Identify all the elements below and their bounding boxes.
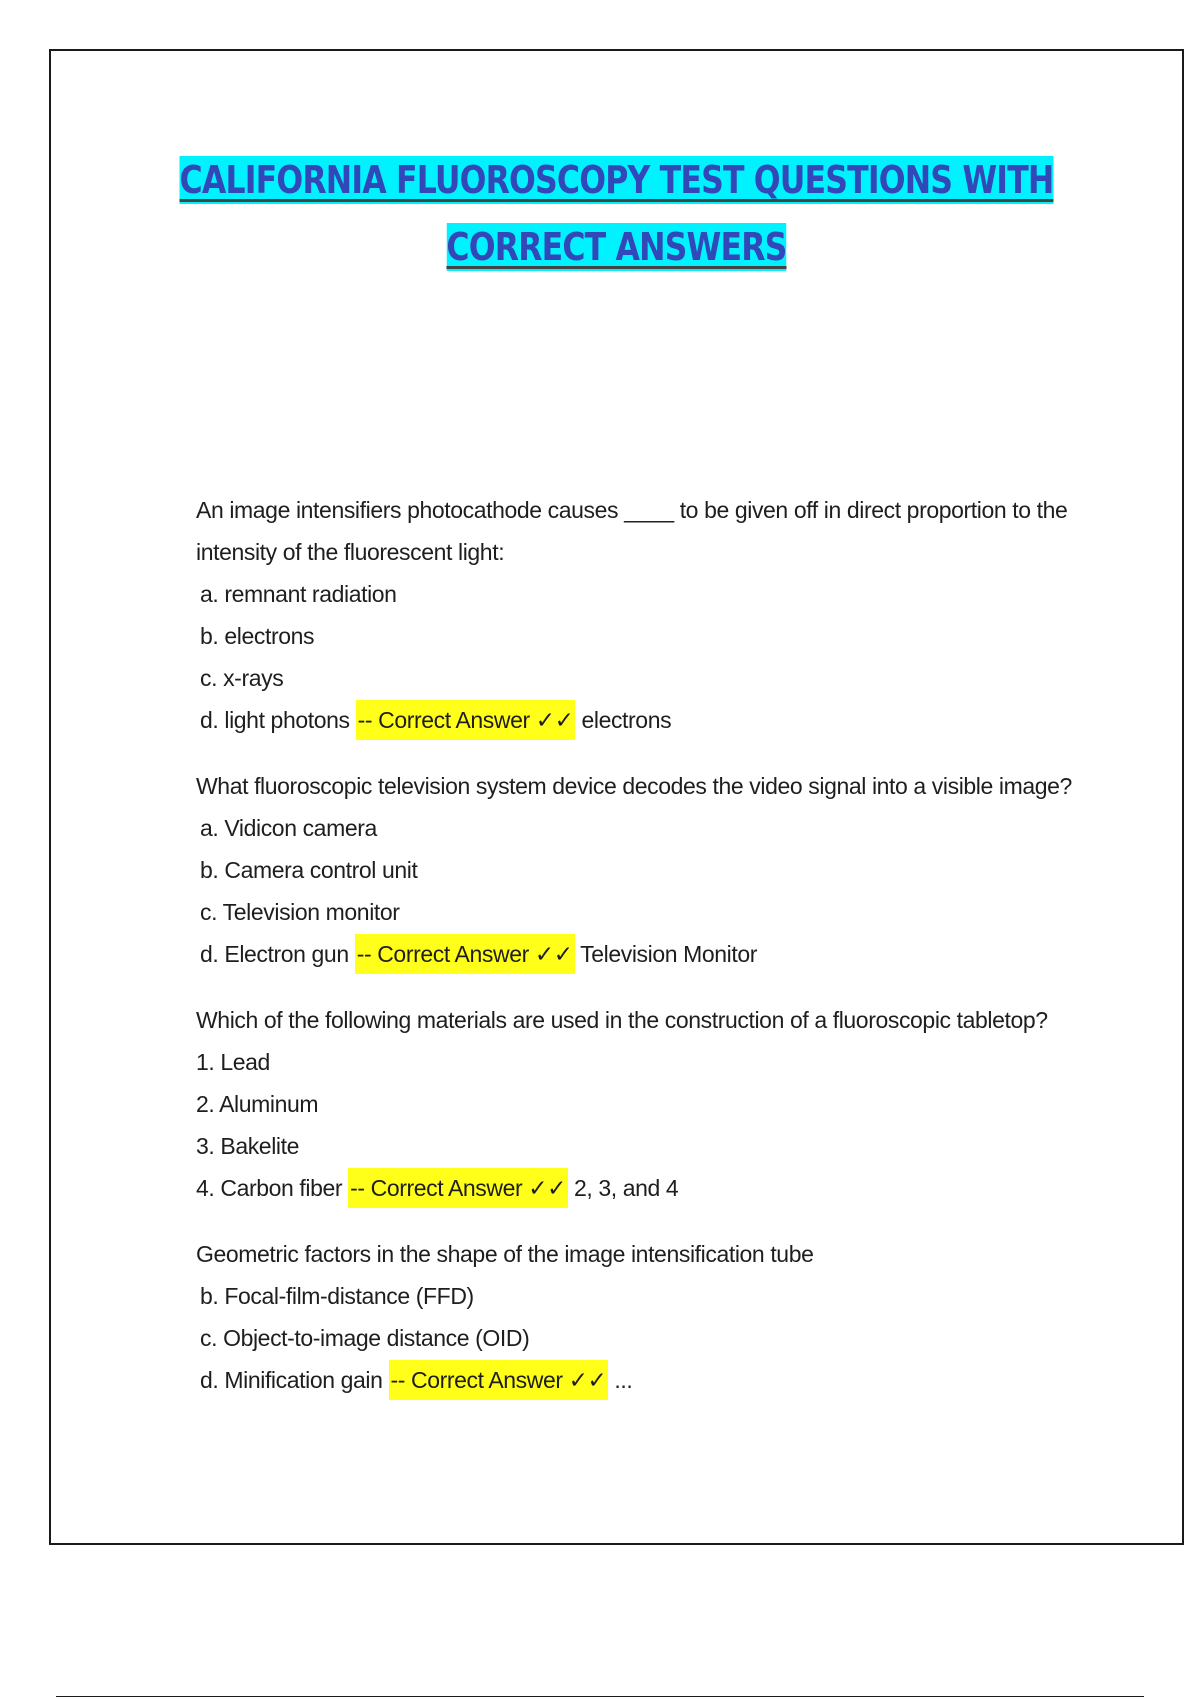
- option-c: c. Object-to-image distance (OID): [200, 1325, 530, 1351]
- question-list: [196, 489, 1146, 1425]
- option-last: [196, 1167, 1146, 1209]
- option-a: a. Vidicon camera: [200, 815, 377, 841]
- option-3: 3. Bakelite: [196, 1133, 299, 1159]
- option-d-text: d. light photons: [200, 707, 350, 733]
- question-stem: Which of the following materials are used in the construction of a fluoroscopic tabletop?: [196, 1007, 1048, 1033]
- option-c: c. Television monitor: [200, 899, 400, 925]
- document-title-text: CALIFORNIA FLUOROSCOPY TEST QUESTIONS WITH CORRECT ANSWERS: [179, 158, 1054, 269]
- option-b: b. Camera control unit: [200, 857, 418, 883]
- document-title: [147, 147, 1086, 281]
- option-last: [196, 1359, 1146, 1401]
- option-4-text: 4. Carbon fiber: [196, 1175, 343, 1201]
- correct-answer-marker: -- Correct Answer ✓✓: [355, 934, 575, 974]
- option-2: 2. Aluminum: [196, 1091, 319, 1117]
- correct-answer-marker: -- Correct Answer ✓✓: [348, 1168, 568, 1208]
- option-last: [196, 933, 1146, 975]
- question-4: [196, 1233, 1146, 1401]
- option-a: a. remnant radiation: [200, 581, 397, 607]
- option-b: b. Focal-film-distance (FFD): [200, 1283, 474, 1309]
- correct-answer-marker: -- Correct Answer ✓✓: [389, 1360, 609, 1400]
- option-b: b. electrons: [200, 623, 315, 649]
- option-1: 1. Lead: [196, 1049, 270, 1075]
- correct-answer-text: ...: [614, 1367, 633, 1393]
- question-1: [196, 489, 1146, 741]
- correct-answer-text: electrons: [581, 707, 672, 733]
- question-stem: What fluoroscopic television system device decodes the video signal into a visible image?: [196, 773, 1072, 799]
- option-last: [196, 699, 1146, 741]
- page-frame: [49, 49, 1184, 1545]
- correct-answer-text: 2, 3, and 4: [574, 1175, 679, 1201]
- option-d-text: d. Minification gain: [200, 1367, 383, 1393]
- correct-answer-marker: -- Correct Answer ✓✓: [356, 700, 576, 740]
- option-c: c. x-rays: [200, 665, 284, 691]
- correct-answer-text: Television Monitor: [580, 941, 758, 967]
- question-3: [196, 999, 1146, 1209]
- footer-rule: [56, 1696, 1144, 1697]
- question-stem: An image intensifiers photocathode causes ____ to be given off in direct proportion to the intensity of the fluorescent light:: [196, 497, 1068, 565]
- question-stem: Geometric factors in the shape of the image intensification tube: [196, 1241, 814, 1267]
- option-d-text: d. Electron gun: [200, 941, 349, 967]
- question-2: [196, 765, 1146, 975]
